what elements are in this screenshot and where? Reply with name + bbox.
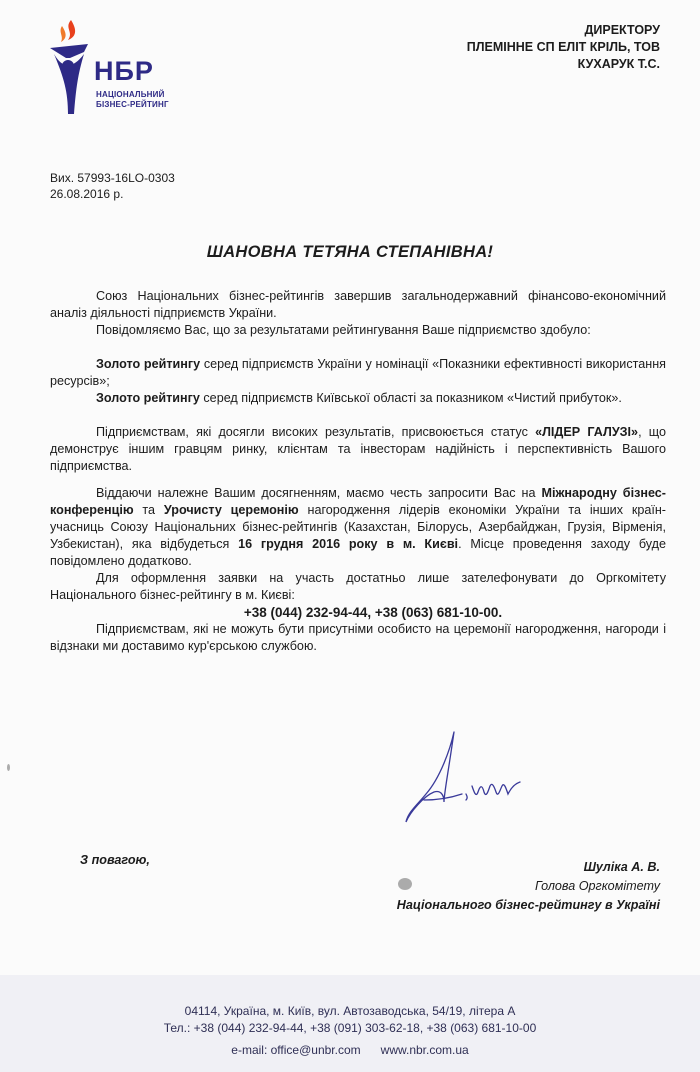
- outgoing-reference: [50, 170, 175, 202]
- award-2-text: серед підприємств Київської області за показником «Чистий прибуток».: [199, 391, 622, 405]
- logo-tagline-line2: БІЗНЕС-РЕЙТИНГ: [96, 100, 169, 109]
- award-1-title: Золото рейтингу: [96, 357, 201, 371]
- addressee-company: ПЛЕМІННЕ СП ЕЛІТ КРІЛЬ, ТОВ: [466, 40, 660, 54]
- footer-online: [0, 1042, 700, 1059]
- logo-abbreviation: НБР: [94, 56, 154, 86]
- ink-mark: [7, 764, 10, 771]
- award-2-title: Золото рейтингу: [96, 391, 200, 405]
- logo-tagline-line1: НАЦІОНАЛЬНИЙ: [96, 90, 165, 99]
- invitation-text-c: та: [133, 503, 164, 517]
- status-text-b: , що демонструє іншим гравцям ринку, клієнтам та інвесторам надійність і перспективність Вашого підприємства.: [50, 425, 667, 473]
- paragraph-registration: Для оформлення заявки на участь достатньо лише зателефонувати до Оргкомітету Національного бізнес-рейтингу в м. Києві:: [50, 571, 666, 602]
- reference-number: Вих. 57993-16LO-0303: [50, 171, 175, 185]
- salutation: ШАНОВНА ТЕТЯНА СТЕПАНІВНА!: [206, 243, 494, 261]
- company-logo: [44, 18, 174, 118]
- invitation-text-d: нагородження лідерів економіки України та інших країн-учасниць Союзу Національних бізнес-рейтингів (Казахстан, Білорусь, Азербайджан, Грузія, Вірменія, Узбекистан), яка відбудеться: [50, 503, 667, 551]
- conference-name: Міжнародну бізнес-конференцію: [50, 486, 666, 517]
- signer-name: Шуліка А. В.: [583, 860, 660, 874]
- signer-organization: Національного бізнес-рейтингу в Україні: [396, 898, 660, 912]
- status-label: «ЛІДЕР ГАЛУЗІ»: [535, 425, 639, 439]
- footer-email[interactable]: e-mail: office@unbr.com: [231, 1043, 361, 1057]
- addressee-position: ДИРЕКТОРУ: [584, 23, 660, 37]
- ink-mark: [398, 878, 412, 890]
- closing-phrase: З повагою,: [80, 853, 150, 867]
- award-item-1: [50, 356, 666, 390]
- award-1-text: серед підприємств України у номінації «Показники ефективності використання ресурсів»;: [50, 357, 666, 388]
- paragraph-delivery: Підприємствам, які не можуть бути присутніми особисто на церемонії нагородження, нагороди і відзнаки ми доставимо кур'єрською службою.: [50, 622, 666, 653]
- paragraph-invitation: [50, 485, 666, 570]
- invitation-text-a: Віддаючи належне Вашим досягненням, маємо честь запросити Вас на: [96, 486, 542, 500]
- paragraph-status: [50, 424, 666, 475]
- letter-body: [50, 288, 666, 655]
- torch-figure-icon: [44, 18, 94, 116]
- addressee-name: КУХАРУК Т.С.: [577, 57, 660, 71]
- paragraph-results: Повідомляємо Вас, що за результатами рейтингування Ваше підприємство здобуло:: [96, 323, 591, 337]
- footer-phones: Тел.: +38 (044) 232-94-44, +38 (091) 303-62-18, +38 (063) 681-10-00: [163, 1021, 537, 1035]
- signer-title: Голова Оргкомітету: [534, 879, 660, 893]
- contact-phones: +38 (044) 232-94-44, +38 (063) 681-10-00.: [243, 605, 503, 620]
- event-date: 16 грудня 2016 року в м. Києві: [238, 537, 459, 551]
- reference-date: 26.08.2016 р.: [50, 187, 124, 201]
- addressee-block: [467, 22, 660, 73]
- award-item-2: [50, 390, 666, 407]
- signer-block: [397, 858, 660, 915]
- ceremony-name: Урочисту церемонію: [163, 503, 299, 517]
- paragraph-analysis: Союз Національних бізнес-рейтингів завершив загальнодержавний фінансово-економічний аналіз діяльності підприємств України.: [50, 289, 666, 320]
- invitation-text-e: . Місце проведення заходу буде повідомлено додатково.: [50, 537, 666, 568]
- handwritten-signature: [400, 728, 540, 833]
- footer-contacts: [0, 1003, 700, 1059]
- footer-address: 04114, Україна, м. Київ, вул. Автозаводська, 54/19, літера А: [184, 1004, 516, 1018]
- status-text-a: Підприємствам, які досягли високих результатів, присвоюється статус: [96, 425, 536, 439]
- footer-website[interactable]: www.nbr.com.ua: [380, 1043, 469, 1057]
